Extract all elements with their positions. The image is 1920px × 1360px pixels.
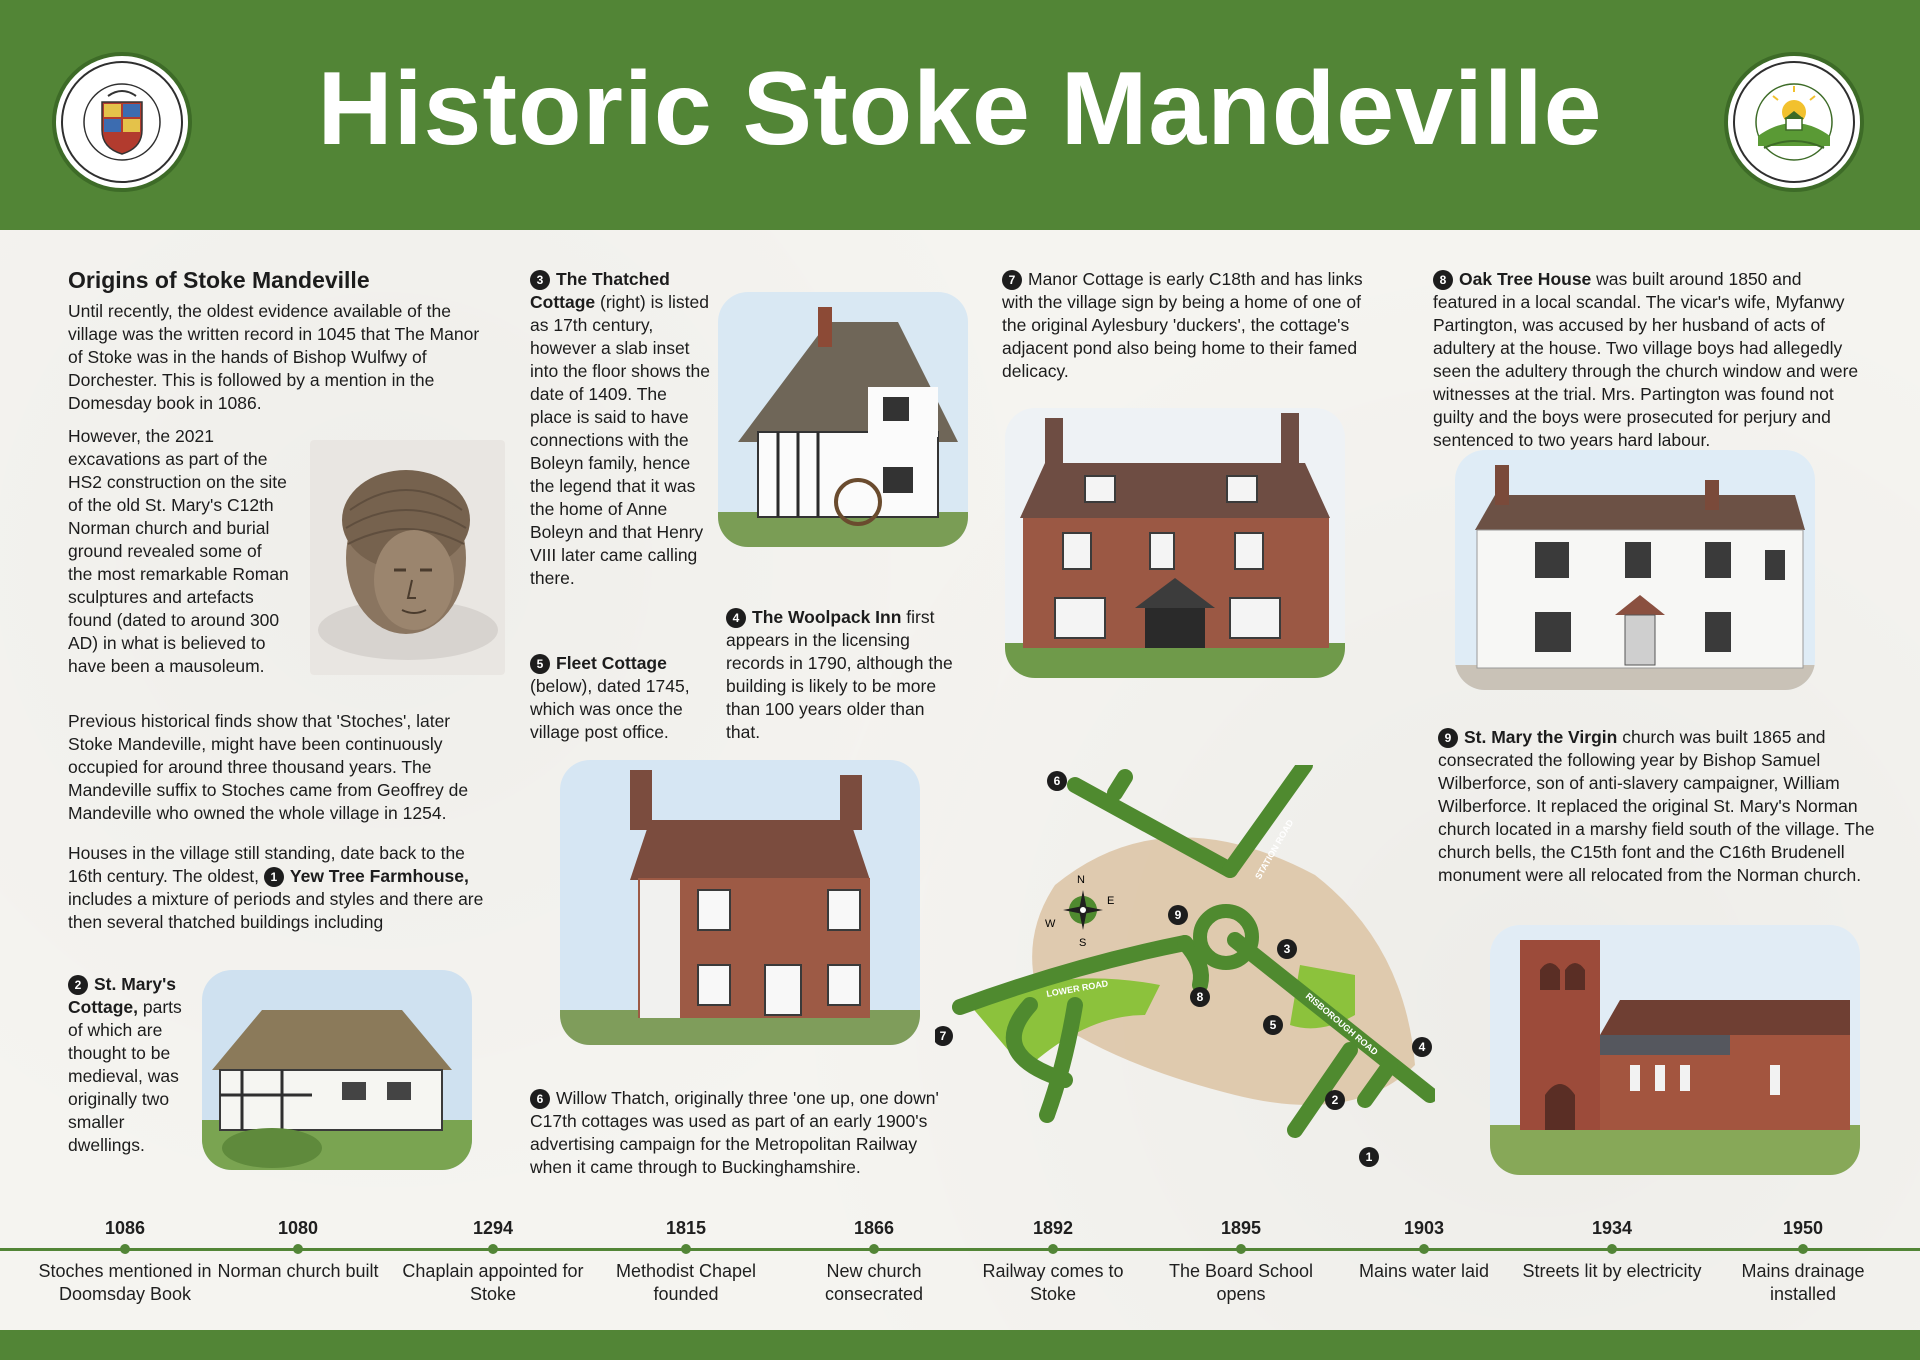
origins-paragraph-2-wrap	[68, 425, 290, 686]
road-label-risborough: RISBOROUGH ROAD	[1303, 990, 1380, 1058]
header-banner	[0, 0, 1920, 230]
map-marker-9	[1168, 905, 1188, 925]
stmarys-cottage-name: St. Mary's Cottage,	[68, 974, 176, 1017]
yew-tree-farmhouse-name: Yew Tree Farmhouse,	[289, 866, 469, 886]
origins-section	[68, 266, 488, 423]
woolpack-inn-name: The Woolpack Inn	[752, 607, 902, 627]
footer-bar	[0, 1330, 1920, 1360]
timeline-dot	[293, 1244, 303, 1254]
thatched-cottage-photo	[718, 292, 968, 547]
marker-9-badge: 9	[1438, 728, 1458, 748]
village-society-logo	[1724, 52, 1864, 192]
timeline-dot	[1048, 1244, 1058, 1254]
page-title: Historic Stoke Mandeville	[317, 51, 1603, 167]
road-label-lower: LOWER ROAD	[1045, 978, 1109, 999]
timeline-dot	[488, 1244, 498, 1254]
timeline-year: 1903	[1403, 1218, 1445, 1238]
st-mary-virgin-text: 9 St. Mary the Virgin church was built 1865 and consecrated the following year by Bishop Samuel Wilberforce, son of anti-slavery campaigner, William Wilberforce. It replaced the original St. Mary's Norman church located in a marshy field south of the village. The church bells, the C15th font and the C16th Brudenell monument were all relocated from the Norman church.	[1438, 727, 1875, 885]
timeline-label: Mains drainage installed	[1741, 1261, 1865, 1304]
timeline-dot	[681, 1244, 691, 1254]
origins-paragraph-3-wrap	[68, 710, 488, 833]
timeline-dot	[1419, 1244, 1429, 1254]
thatched-cottage-name: The Thatched Cottage	[530, 269, 670, 312]
origins-paragraph-1: Until recently, the oldest evidence available of the village was the written record in 1045 that The Manor of Stoke was in the hands of Bishop Wulfwy of Dorchester. This is followed by a mention in the Domesday book in 1086.	[68, 301, 480, 413]
timeline-label: Methodist Chapel founded	[615, 1261, 757, 1304]
timeline-dot	[120, 1244, 130, 1254]
origins-paragraph-2: However, the 2021 excavations as part of the HS2 construction on the site of the old St. Mary's C12th Norman church and burial ground revealed some of the most remarkable Roman sculptures and artefacts found (dated to around 300 AD) in what is believed to have been a mausoleum.	[68, 426, 289, 676]
marker-4-badge: 4	[726, 608, 746, 628]
oak-tree-house-photo	[1455, 450, 1815, 690]
timeline-year: 1892	[1032, 1218, 1074, 1238]
map-marker-7	[935, 1026, 953, 1046]
marker-3-badge: 3	[530, 270, 550, 290]
marker-7-badge: 7	[1002, 270, 1022, 290]
map-marker-1	[1359, 1147, 1379, 1167]
origins-paragraph-4: Houses in the village still standing, date back to the 16th century. The oldest, 1 Yew Tree Farmhouse, includes a mixture of periods and styles and there are then several thatched buildings including	[68, 843, 484, 932]
map-marker-8	[1190, 987, 1210, 1007]
timeline-line	[0, 1248, 1920, 1251]
map-marker-3	[1277, 939, 1297, 959]
timeline-label: Railway comes to Stoke	[982, 1261, 1124, 1304]
st-mary-virgin-name: St. Mary the Virgin	[1464, 727, 1618, 747]
svg-text:2: 2	[1331, 1093, 1339, 1107]
origins-paragraph-4-wrap	[68, 842, 488, 942]
svg-text:7: 7	[939, 1029, 947, 1043]
thatched-cottage-text: 3 The Thatched Cottage (right) is listed as 17th century, however a slab inset into the floor shows the date of 1409. The place is said to have connections with the Boleyn family, hence the legend that it was the home of Anne Boleyn and that Henry VIII later came calling there.	[530, 269, 710, 588]
map-marker-4	[1412, 1037, 1432, 1057]
svg-text:1: 1	[1365, 1150, 1373, 1164]
roman-sculpture-photo	[310, 440, 505, 675]
map-marker-6	[1047, 771, 1067, 791]
timeline-dot	[1798, 1244, 1808, 1254]
timeline-label: Streets lit by electricity	[1522, 1261, 1702, 1281]
timeline-label: The Board School opens	[1168, 1261, 1314, 1304]
timeline-label: Norman church built	[217, 1261, 379, 1281]
origins-heading: Origins of Stoke Mandeville	[68, 267, 370, 293]
compass-s: S	[1079, 937, 1087, 949]
origins-paragraph-3: Previous historical finds show that 'Stoches', later Stoke Mandeville, might have been continuously occupied for around three thousand years. The Mandeville suffix to Stoches came from Geoffrey de Mandeville who owned the whole village in 1254.	[68, 711, 469, 823]
fleet-cottage-name: Fleet Cottage	[556, 653, 667, 673]
church-photo	[1490, 925, 1860, 1175]
map-marker-5	[1263, 1015, 1283, 1035]
woolpack-inn-text: 4 The Woolpack Inn first appears in the licensing records in 1790, although the building is likely to be more than 100 years older than that.	[726, 607, 953, 742]
marker-1-badge: 1	[264, 867, 284, 887]
svg-text:4: 4	[1418, 1040, 1426, 1054]
timeline-label: Stoches mentioned in Doomsday Book	[38, 1261, 212, 1304]
svg-text:5: 5	[1269, 1018, 1277, 1032]
marker-2-badge: 2	[68, 975, 88, 995]
oak-tree-house-text: 8 Oak Tree House was built around 1850 and featured in a local scandal. The vicar's wife, Myfanwy Partington, was accused by her husband of acts of adultery at the house. Two village boys had allegedly seen the adultery through the church window and were witnesses at the trial. Mrs. Partington was found not guilty and the boys were prosecuted for perjury and sentenced to two years hard labour.	[1433, 269, 1859, 450]
timeline-label: Chaplain appointed for Stoke	[402, 1261, 584, 1304]
marker-6-badge: 6	[530, 1089, 550, 1109]
marker-8-badge: 8	[1433, 270, 1453, 290]
timeline-label: Mains water laid	[1358, 1261, 1490, 1281]
timeline-dot	[1607, 1244, 1617, 1254]
manor-cottage-photo	[1005, 408, 1345, 678]
village-map	[935, 765, 1435, 1175]
map-marker-2	[1325, 1090, 1345, 1110]
oak-tree-house-name: Oak Tree House	[1459, 269, 1592, 289]
svg-text:6: 6	[1053, 774, 1061, 788]
svg-text:3: 3	[1283, 942, 1291, 956]
timeline-year: 1895	[1220, 1218, 1262, 1238]
brick-house-photo	[560, 760, 920, 1045]
fleet-cottage-text: 5 Fleet Cottage (below), dated 1745, which was once the village post office.	[530, 653, 690, 742]
compass-n: N	[1077, 874, 1085, 886]
timeline-label: New church consecrated	[824, 1261, 924, 1304]
timeline-dot	[869, 1244, 879, 1254]
manor-cottage-text: 7 Manor Cottage is early C18th and has links with the village sign by being a home of one of the original Aylesbury 'duckers', the cottage's adjacent pond also being home to their famed delicacy.	[1002, 269, 1363, 381]
timeline-year: 1080	[277, 1218, 319, 1238]
willow-thatch-text: 6 Willow Thatch, originally three 'one up, one down' C17th cottages was used as part of an early 1900's advertising campaign for the Metropolitan Railway when it came through to Buckinghamshire.	[530, 1088, 939, 1177]
stmarys-cottage-photo	[202, 970, 472, 1170]
timeline-year: 1086	[104, 1218, 146, 1238]
timeline-year: 1815	[665, 1218, 707, 1238]
svg-text:8: 8	[1196, 990, 1204, 1004]
timeline-year: 1294	[472, 1218, 514, 1238]
timeline-year: 1934	[1591, 1218, 1633, 1238]
compass-e: E	[1107, 895, 1115, 907]
svg-text:9: 9	[1174, 908, 1182, 922]
timeline-year: 1866	[853, 1218, 895, 1238]
stmarys-cottage-text: 2 St. Mary's Cottage, parts of which are thought to be medieval, was originally two smaller dwellings.	[68, 974, 182, 1155]
road-label-station: STATION ROAD	[1253, 817, 1296, 881]
timeline-year: 1950	[1782, 1218, 1824, 1238]
compass-w: W	[1045, 918, 1056, 930]
timeline-dot	[1236, 1244, 1246, 1254]
marker-5-badge: 5	[530, 654, 550, 674]
